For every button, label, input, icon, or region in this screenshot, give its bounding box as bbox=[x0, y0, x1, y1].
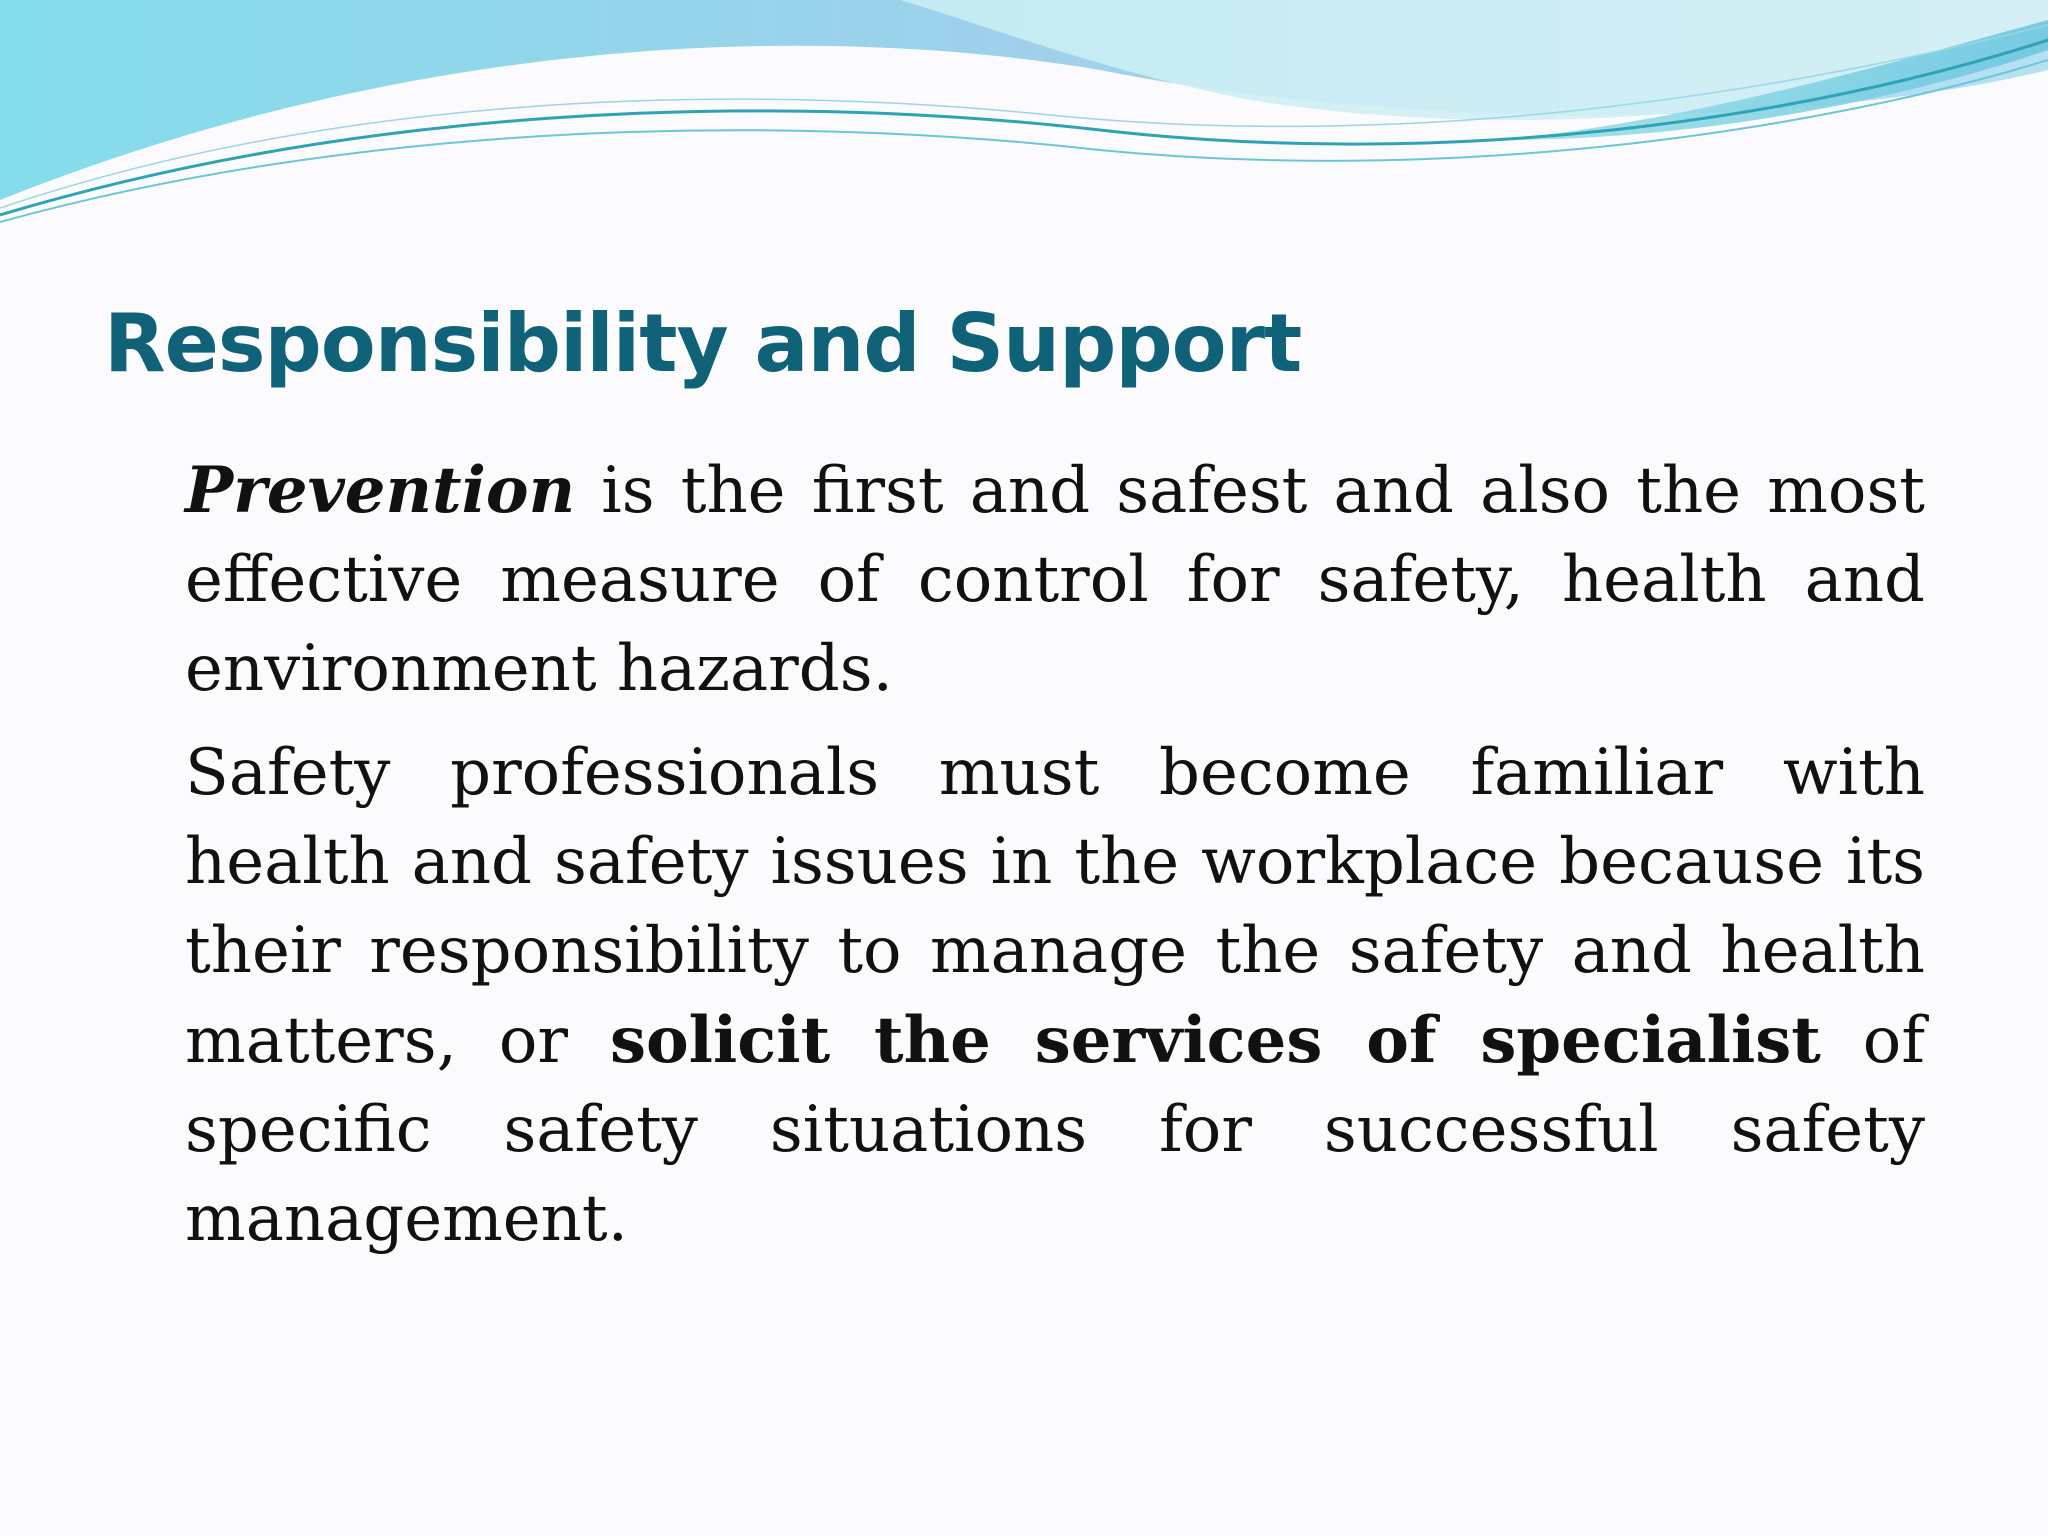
slide-title: Responsibility and Support bbox=[104, 297, 1302, 390]
paragraph-prevention bbox=[185, 446, 1925, 714]
header-wave-decoration bbox=[0, 0, 2048, 240]
paragraph-safety-professionals bbox=[185, 729, 1925, 1264]
prevention-emphasis: Prevention bbox=[185, 453, 576, 528]
specialist-emphasis: solicit the services of specialist bbox=[609, 1003, 1821, 1078]
paragraph-prevention-text: is the first and safest and also the most effective measure of control for safety, health and environment hazards. bbox=[185, 454, 1925, 706]
slide-body bbox=[185, 446, 1925, 1279]
paragraph-safety-text-end: of specific safety situations for successful safety management. bbox=[185, 1004, 1926, 1256]
paragraph-safety-text-start: Safety professionals must become familiar with health and safety issues in the workplace because its their responsibility to manage the safety and health matters, or bbox=[185, 736, 1925, 1078]
